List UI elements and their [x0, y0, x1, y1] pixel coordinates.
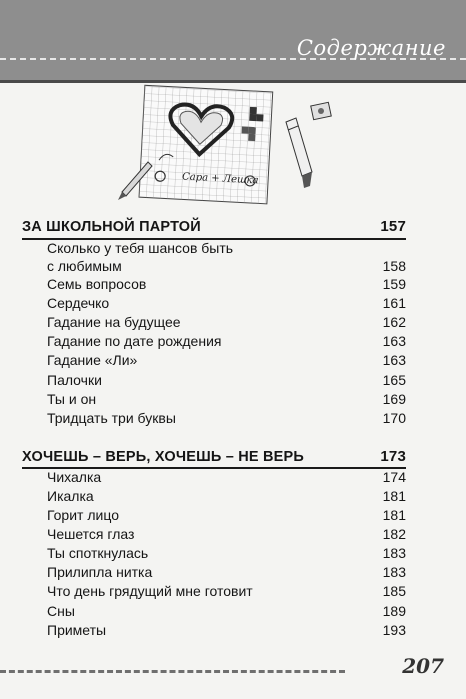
- footer-stitch-line: [0, 670, 345, 673]
- toc-entry: Приметы 193: [47, 622, 406, 638]
- toc-entry: Сколько у тебя шансов быть: [47, 240, 234, 256]
- toc-entry: Сны 189: [47, 603, 406, 619]
- toc-entry: Икалка 181: [47, 488, 406, 504]
- toc-entry: Прилипла нитка 183: [47, 564, 406, 580]
- toc-entry: Чешется глаз 182: [47, 526, 406, 542]
- page-header: [0, 0, 466, 83]
- toc-entry: Чихалка 174: [47, 469, 406, 485]
- page-title: Содержание: [296, 36, 446, 60]
- toc-entry: Семь вопросов 159: [47, 276, 406, 292]
- toc-entry: Ты споткнулась 183: [47, 545, 406, 561]
- page-number: 207: [402, 654, 444, 678]
- toc-entry: Палочки 165: [47, 372, 406, 388]
- toc-entry: Ты и он 169: [47, 391, 406, 407]
- toc-entry: Что день грядущий мне готовит 185: [47, 583, 406, 599]
- marker-icon: [286, 118, 312, 188]
- grid-paper: [139, 85, 273, 204]
- section-title-believe-it-or-not: [22, 448, 406, 465]
- section-page-number: 157: [380, 218, 406, 235]
- section-title-text: ХОЧЕШЬ – ВЕРЬ, ХОЧЕШЬ – НЕ ВЕРЬ: [22, 449, 304, 465]
- section-page-number: 173: [380, 448, 406, 465]
- section-title-at-school-desk: [22, 218, 406, 235]
- toc-entry: Гадание на будущее 162: [47, 314, 406, 330]
- section-title-text: ЗА ШКОЛЬНОЙ ПАРТОЙ: [22, 219, 201, 235]
- toc-entry: Гадание «Ли» 163: [47, 352, 406, 368]
- notebook-illustration: [100, 82, 340, 212]
- toc-entry: Гадание по дате рождения 163: [47, 333, 406, 349]
- toc-entry: Сердечко 161: [47, 295, 406, 311]
- toc-entry: Тридцать три буквы 170: [47, 410, 406, 426]
- sharpener-icon: [311, 102, 332, 119]
- toc-entry: с любимым 158: [47, 258, 406, 274]
- toc-entry: Горит лицо 181: [47, 507, 406, 523]
- svg-text:Сара + Лешка: Сара + Лешка: [181, 171, 259, 187]
